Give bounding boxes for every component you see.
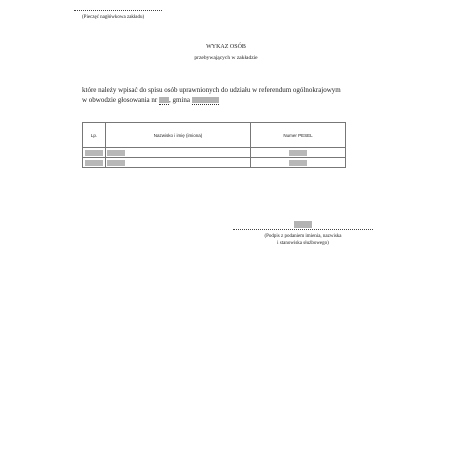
- row-2-lp: [83, 158, 106, 168]
- row-2-pesel: [251, 158, 346, 168]
- gmina-redaction: [192, 97, 219, 103]
- redaction: [85, 160, 103, 166]
- signature-caption-line-2: i stanowiska służbowego): [277, 241, 329, 246]
- district-number-field: [159, 96, 169, 105]
- redaction: [107, 150, 125, 156]
- header-pesel: Numer PESEL: [251, 123, 346, 148]
- district-number-redaction: [159, 97, 169, 103]
- row-2-name: [106, 158, 251, 168]
- table-row: [83, 158, 346, 168]
- body-text-line-2: [82, 96, 219, 105]
- table-header-row: [83, 123, 346, 148]
- stamp-caption: (Pieczęć nagłówkowa zakładu): [82, 15, 145, 20]
- body-text-gmina: , gmina: [168, 96, 190, 104]
- document-title: WYKAZ OSÓB: [206, 44, 246, 50]
- redaction: [85, 150, 103, 156]
- redaction: [289, 150, 307, 156]
- stamp-dotted-line: [74, 10, 162, 11]
- signature-dotted-line: [233, 229, 373, 230]
- header-name: Nazwisko i imię (imiona): [106, 123, 251, 148]
- row-1-lp: [83, 148, 106, 158]
- redaction: [289, 160, 307, 166]
- row-1-name: [106, 148, 251, 158]
- redaction: [107, 160, 125, 166]
- gmina-field: [192, 96, 219, 105]
- body-text-prefix: w obwodzie głosowania nr: [82, 96, 158, 104]
- header-lp: Lp.: [83, 123, 106, 148]
- row-1-pesel: [251, 148, 346, 158]
- signature-caption-line-1: (Podpis z podaniem imienia, nazwiska: [264, 234, 342, 239]
- table-row: [83, 148, 346, 158]
- body-text-line-1: które należy wpisać do spisu osób uprawnionych do udziału w referendum ogólnokrajowym: [82, 86, 341, 94]
- document-subtitle: przebywających w zakładzie: [194, 55, 258, 61]
- signature-redaction: [294, 221, 312, 228]
- persons-table: [82, 122, 346, 168]
